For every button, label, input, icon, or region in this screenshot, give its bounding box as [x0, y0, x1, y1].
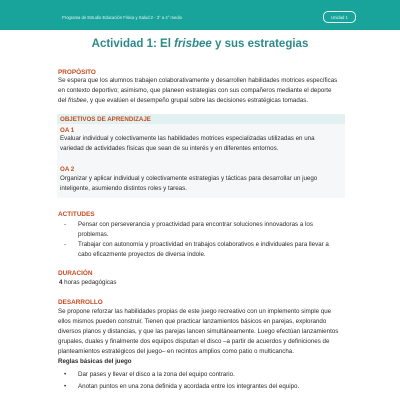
- desarrollo-line-3: diversos planos y distancias, y que las parejas lancen simultáneamente. Luego efectúan lanzamientos: [58, 328, 339, 335]
- desarrollo-line-2: ellos mismos pueden construir. Tienen que practicar lanzamientos básicos en parejas, explorando: [58, 318, 327, 325]
- proposito-line-2: en contexto deportivo; asimismo, que planeen estrategias con sus compañeros mediante el deporte: [58, 87, 332, 94]
- oa1-line-1: Evaluar individual y colectivamente las habilidades motrices especializadas utilizadas en una: [60, 135, 315, 142]
- bullet-dot-icon: •: [64, 383, 67, 390]
- proposito-line-3-prefix: del: [58, 97, 68, 104]
- regla-1: Dar pases y llevar el disco a la zona del equipo contrario.: [78, 371, 235, 378]
- desarrollo-line-4: grupales, duales y finalmente dos equipos disputan el disco –a partir de acuerdos y definiciones de: [58, 338, 330, 345]
- proposito-heading: PROPÓSITO: [58, 69, 96, 76]
- duracion-label: horas pedagógicas: [62, 279, 117, 286]
- program-title: Programa de Estudio Educación Física y Salud 2 - 3° a 4° medio: [62, 15, 182, 20]
- dash-bullet: -: [64, 221, 67, 228]
- actitud-1-line-2: problemas.: [78, 231, 109, 238]
- oa2-line-1: Organizar y aplicar individual y colectivamente estrategias y tácticas para desarrollar un juego: [60, 175, 318, 182]
- activity-title-italic: frisbee: [174, 38, 212, 50]
- proposito-line-3-suffix: , y que evalúen el desempeño grupal sobre las decisiones estratégicas tomadas.: [86, 97, 309, 104]
- activity-title-prefix: Actividad 1: El: [91, 38, 175, 50]
- actitud-1-line-1: Pensar con perseverancia y proactividad para encontrar soluciones innovadoras a los: [78, 221, 313, 228]
- objetivos-header: [57, 114, 345, 124]
- objetivos-box: [57, 114, 345, 198]
- unit-badge: Unidad 1: [323, 11, 356, 23]
- oa1-label: OA 1: [60, 127, 75, 134]
- oa2-line-2: inteligente, asumiendo distintos roles y tareas.: [60, 185, 187, 192]
- page-header: [0, 0, 400, 30]
- regla-2: Anotan puntos en una zona definida y acordada entre los integrantes del equipo.: [78, 383, 300, 390]
- dash-bullet: -: [64, 241, 67, 248]
- bullet-dot-icon: •: [64, 371, 67, 378]
- actitudes-heading: ACTITUDES: [58, 211, 95, 218]
- duracion-text: [59, 278, 349, 288]
- proposito-line-3-italic: frisbee: [67, 97, 87, 104]
- desarrollo-heading: DESARROLLO: [58, 299, 103, 306]
- activity-title-suffix: y sus estrategias: [211, 38, 309, 50]
- actitud-2-line-1: Trabajar con autonomía y proactividad en trabajos colaborativos e individuales para llevar a: [78, 241, 329, 248]
- oa2-label: OA 2: [60, 166, 75, 173]
- proposito-line-1: Se espera que los alumnos trabajen colaborativamente y desarrollen habilidades motrices específicas: [58, 77, 338, 84]
- actitud-2-line-2: cabo eficazmente proyectos de diversa índole.: [78, 251, 206, 258]
- reglas-heading: Reglas básicas del juego: [58, 358, 132, 365]
- desarrollo-line-5: planteamientos estratégicos del juego– en recintos amplios como patio o multicancha.: [58, 348, 294, 355]
- duracion-heading: DURACIÓN: [58, 270, 93, 277]
- activity-title: [0, 38, 400, 50]
- objetivos-heading: OBJETIVOS DE APRENDIZAJE: [60, 116, 151, 123]
- desarrollo-line-1: Se propone reforzar las habilidades propias de este juego recreativo con un implemento simple que: [58, 308, 332, 315]
- duracion-hours: 4: [59, 279, 63, 286]
- oa1-line-2: variedad de actividades físicas que sean de su interés y en diferentes entornos.: [60, 145, 279, 152]
- proposito-line-3: [58, 96, 348, 106]
